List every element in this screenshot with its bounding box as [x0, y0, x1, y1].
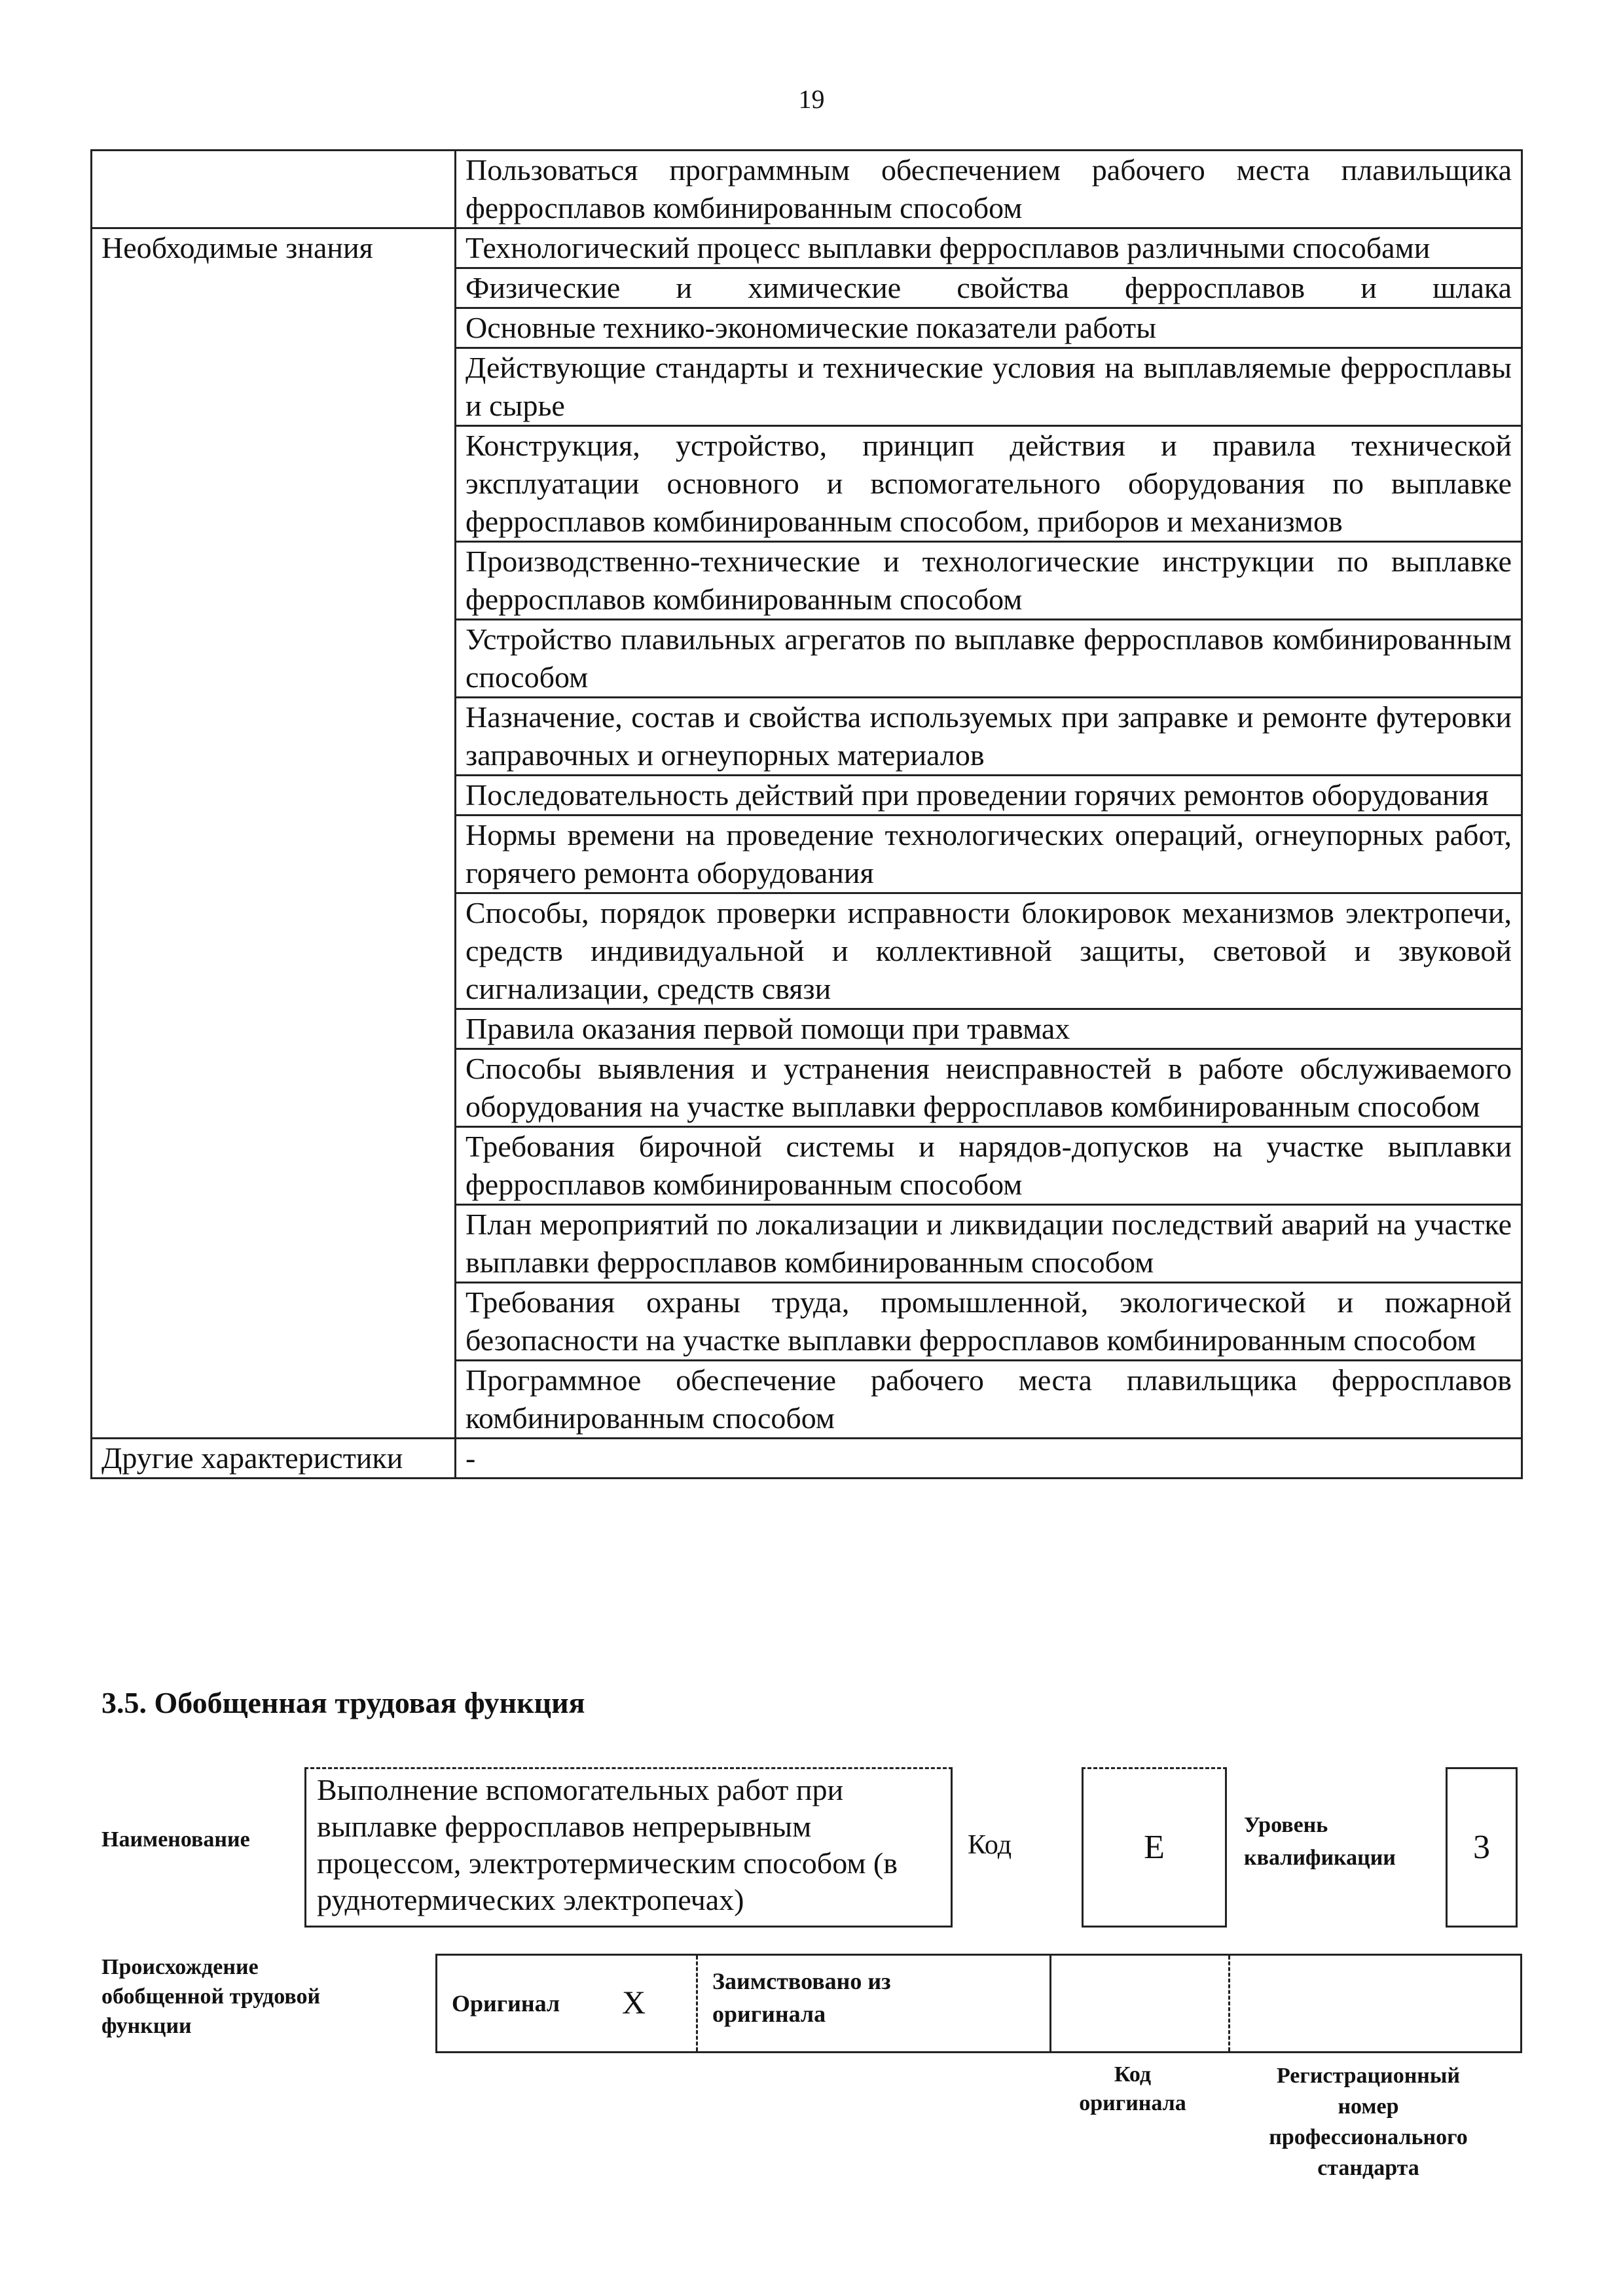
empty-label-cell — [92, 151, 456, 228]
divider-dashed — [696, 1956, 698, 2051]
code-label: Код — [968, 1830, 1012, 1860]
level-value-box: 3 — [1446, 1767, 1518, 1928]
knowledge-table — [90, 149, 1523, 1479]
knowledge-item: Назначение, состав и свойства используемых при заправке и ремонте футеровки заправочных и огнеупорных материалов — [456, 698, 1522, 776]
knowledge-item: Производственно-технические и технологические инструкции по выплавке ферросплавов комбинированным способом — [456, 542, 1522, 620]
level-label-line1: Уровень — [1244, 1813, 1328, 1837]
reg-number-line1: Регистрационный — [1276, 2064, 1461, 2088]
knowledge-item: Требования охраны труда, промышленной, экологической и пожарной безопасности на участке выплавки ферросплавов комбинированным способом — [456, 1283, 1522, 1361]
table-row — [92, 228, 1522, 268]
knowledge-item: Конструкция, устройство, принцип действия и правила технической эксплуатации основного и вспомогательного оборудования по выплавке ферросплавов комбинированным способом, приборов и механизмов — [456, 426, 1522, 542]
other-label: Другие характеристики — [92, 1439, 456, 1479]
origin-label-line1: Происхождение — [101, 1955, 259, 1979]
origin-label-line2: обобщенной трудовой — [101, 1984, 321, 2009]
knowledge-item: Способы выявления и устранения неисправностей в работе обслуживаемого оборудования на участке выплавки ферросплавов комбинированным способом — [456, 1049, 1522, 1127]
table-row — [92, 1439, 1522, 1479]
code-original-line2: оригинала — [1079, 2091, 1186, 2115]
skills-tail-cell: Пользоваться программным обеспечением рабочего места плавильщика ферросплавов комбинированным способом — [456, 151, 1522, 228]
code-value-box: E — [1082, 1767, 1227, 1928]
divider-solid — [1049, 1956, 1051, 2051]
knowledge-item: Способы, порядок проверки исправности блокировок механизмов электропечи, средств индивидуальной и коллективной защиты, световой и звуковой сигнализации, средств связи — [456, 893, 1522, 1009]
function-name-box: Выполнение вспомогательных работ при выплавке ферросплавов непрерывным процессом, электротермическим способом (в руднотермических электропечах) — [304, 1767, 953, 1928]
origin-label-line3: функции — [101, 2014, 192, 2038]
borrowed-label-line2: оригинала — [712, 2001, 826, 2027]
reg-number-line4: стандарта — [1317, 2156, 1419, 2180]
knowledge-item: Технологический процесс выплавки ферросплавов различными способами — [456, 228, 1522, 268]
knowledge-item: Программное обеспечение рабочего места плавильщика ферросплавов комбинированным способом — [456, 1361, 1522, 1439]
level-label-line2: квалификации — [1244, 1846, 1396, 1870]
knowledge-item: Действующие стандарты и технические условия на выплавляемые ферросплавы и сырье — [456, 348, 1522, 426]
divider-dashed — [1228, 1956, 1230, 2051]
knowledge-item: Физические и химические свойства ферросплавов и шлака — [456, 268, 1522, 308]
code-original-line1: Код — [1114, 2062, 1152, 2087]
knowledge-item: Нормы времени на проведение технологических операций, огнеупорных работ, горячего ремонта оборудования — [456, 816, 1522, 893]
page-number: 19 — [798, 84, 825, 114]
original-label: Оригинал — [452, 1990, 560, 2017]
knowledge-item: Основные технико-экономические показатели работы — [456, 308, 1522, 348]
knowledge-item: План мероприятий по локализации и ликвидации последствий аварий на участке выплавки ферросплавов комбинированным способом — [456, 1205, 1522, 1283]
other-value: - — [456, 1439, 1522, 1479]
reg-number-line3: профессионального — [1269, 2125, 1468, 2149]
reg-number-line2: номер — [1338, 2094, 1399, 2119]
origin-table — [435, 1954, 1522, 2053]
table-row — [92, 151, 1522, 228]
section-title: 3.5. Обобщенная трудовая функция — [101, 1686, 585, 1719]
original-mark: X — [622, 1984, 646, 2020]
name-label: Наименование — [101, 1827, 250, 1852]
knowledge-item: Требования бирочной системы и нарядов-допусков на участке выплавки ферросплавов комбинированным способом — [456, 1127, 1522, 1205]
knowledge-item: Устройство плавильных агрегатов по выплавке ферросплавов комбинированным способом — [456, 620, 1522, 698]
knowledge-item: Правила оказания первой помощи при травмах — [456, 1009, 1522, 1049]
borrowed-label-line1: Заимствовано из — [712, 1968, 891, 1994]
knowledge-item: Последовательность действий при проведении горячих ремонтов оборудования — [456, 776, 1522, 816]
knowledge-label: Необходимые знания — [92, 228, 456, 1439]
